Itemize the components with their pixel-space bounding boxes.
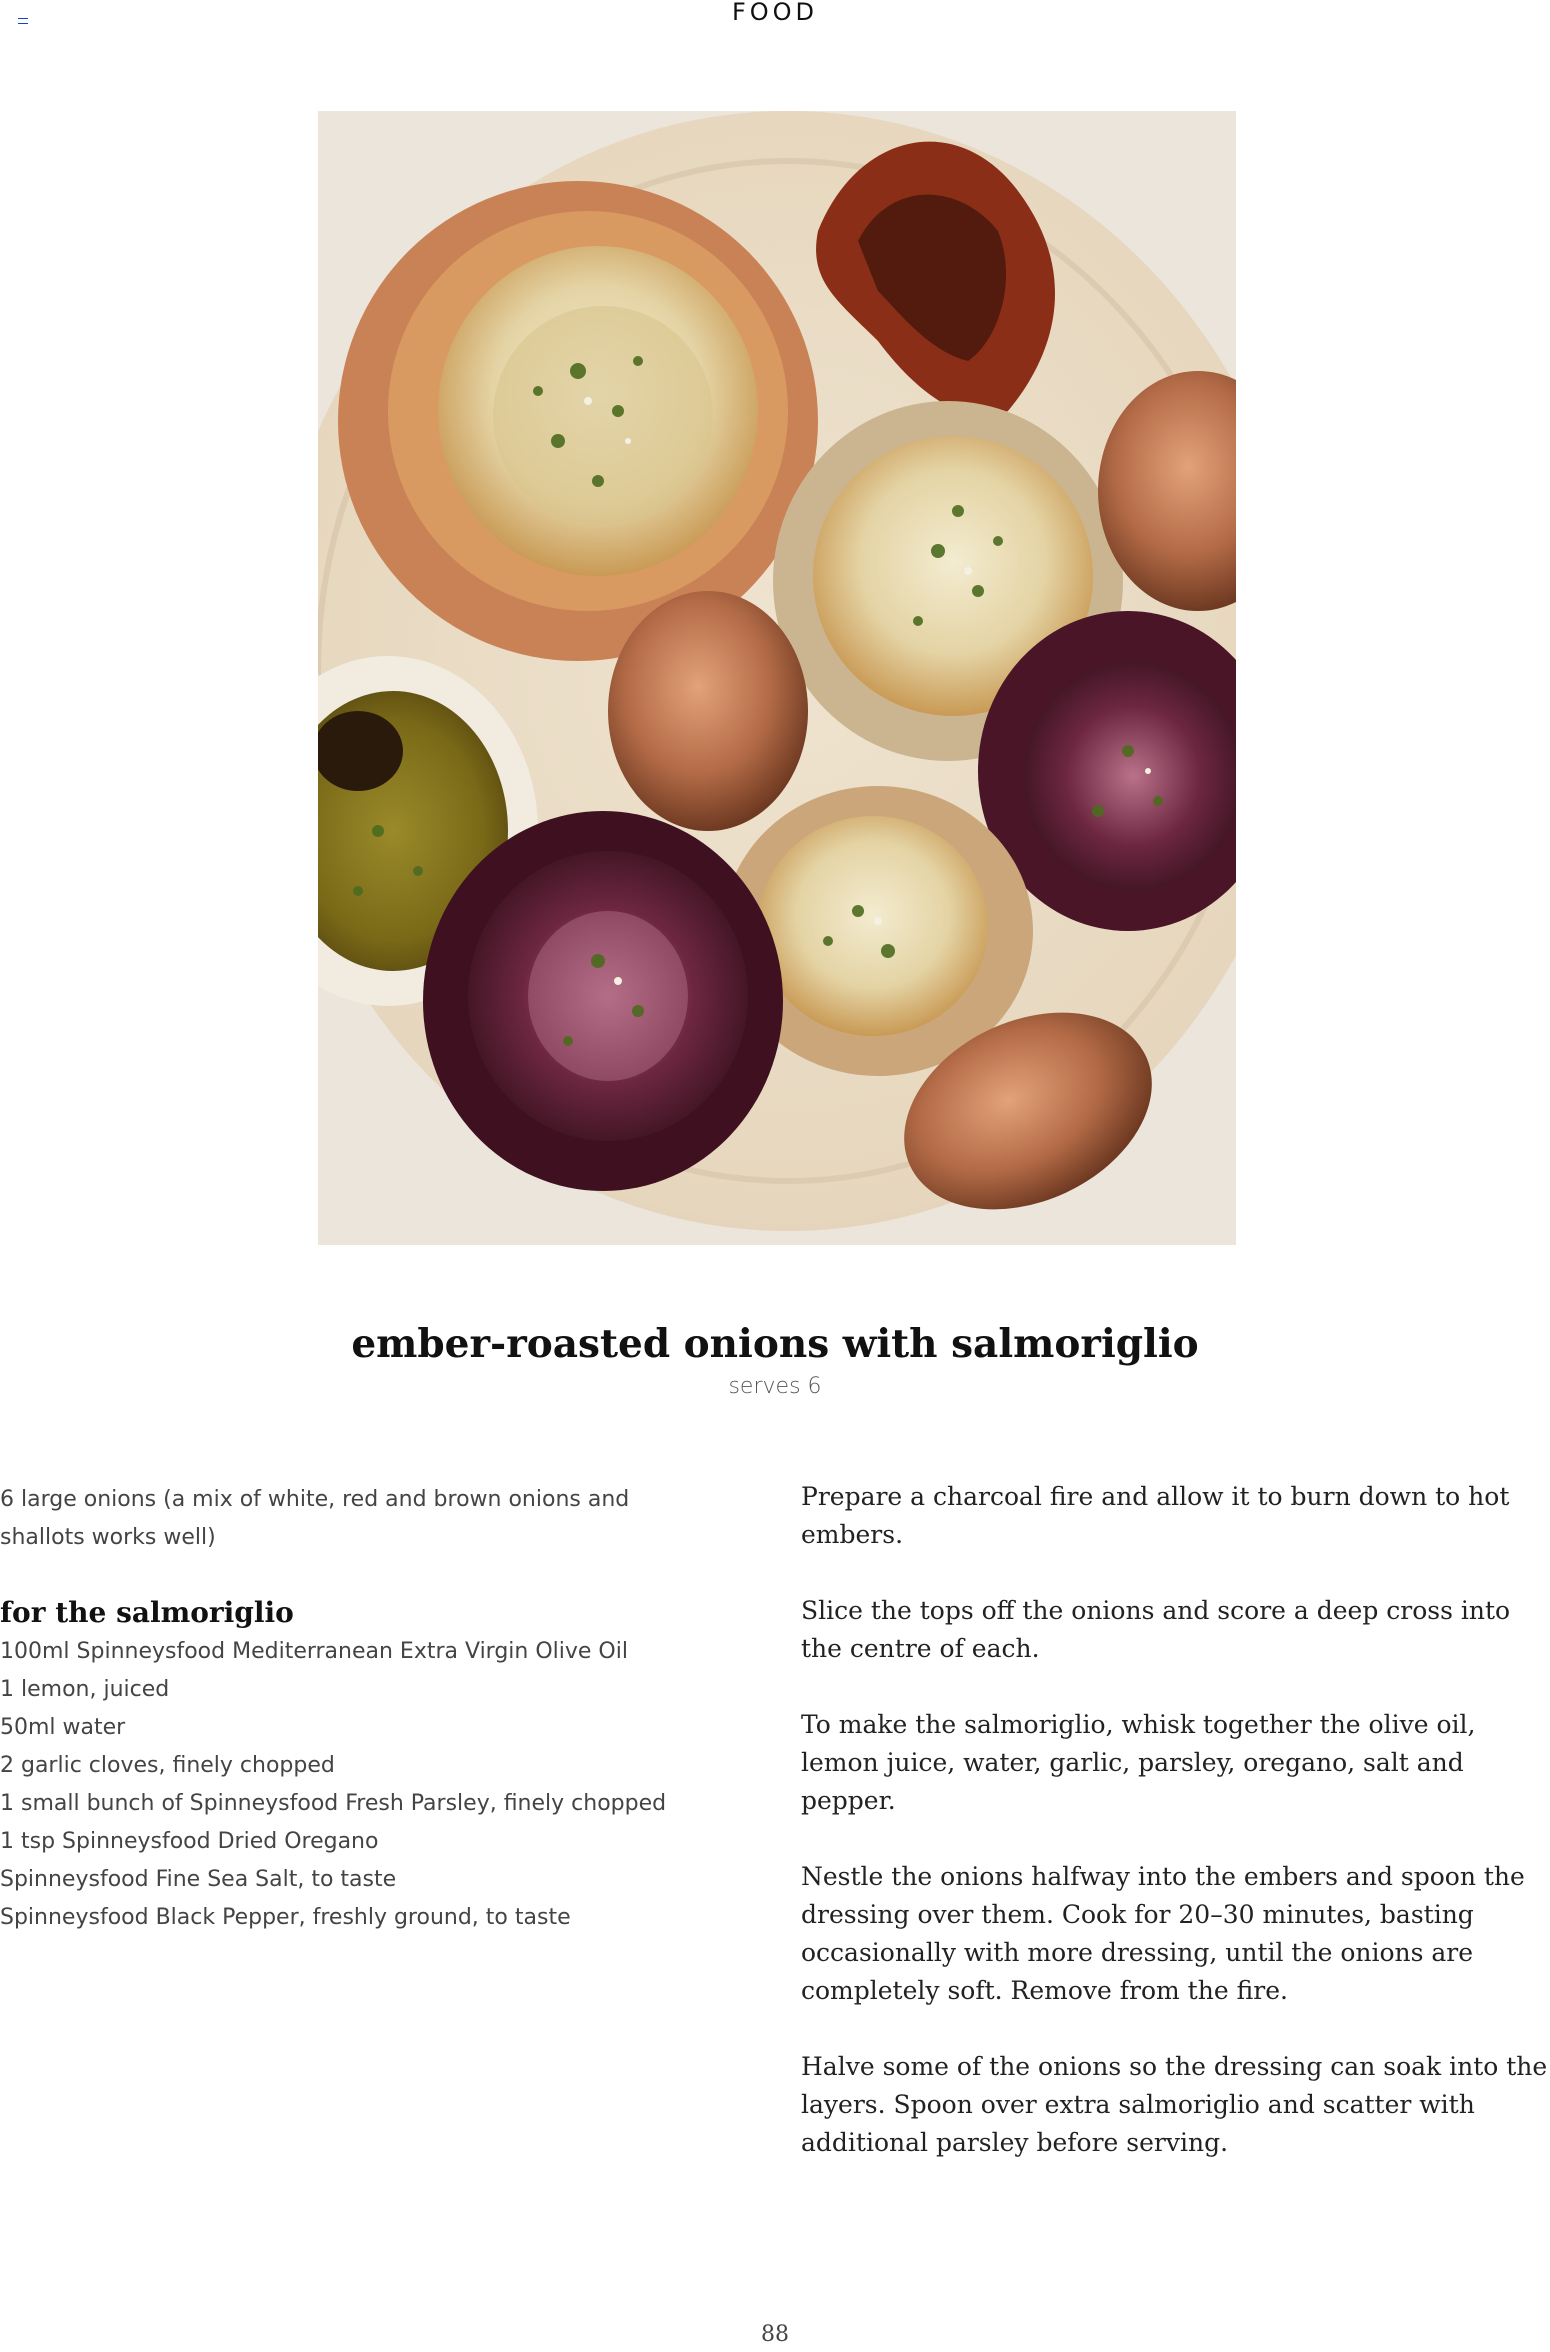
ingredient-item: 1 small bunch of Spinneysfood Fresh Parsley, finely chopped	[0, 1791, 667, 1816]
serves-label: serves 6	[728, 1374, 822, 1399]
ingredients-intro: 6 large onions (a mix of white, red and brown onions and shallots works well)	[0, 1487, 630, 1550]
method-step: Prepare a charcoal fire and allow it to burn down to hot embers.	[801, 1482, 1510, 1549]
method-step: Nestle the onions halfway into the embers and spoon the dressing over them. Cook for 20–30 minutes, basting occasionally with more dressing, until the onions are completely soft. Remove from the fire.	[801, 1862, 1525, 2005]
page-number: 88	[761, 2322, 789, 2347]
ingredient-item: 1 lemon, juiced	[0, 1677, 170, 1702]
ingredient-item: 1 tsp Spinneysfood Dried Oregano	[0, 1829, 379, 1854]
ingredient-item: Spinneysfood Fine Sea Salt, to taste	[0, 1867, 397, 1892]
ingredient-item: 50ml water	[0, 1715, 126, 1740]
ingredient-item: Spinneysfood Black Pepper, freshly ground, to taste	[0, 1905, 571, 1930]
salmoriglio-heading: for the salmoriglio	[0, 1596, 294, 1629]
ingredient-item: 100ml Spinneysfood Mediterranean Extra Virgin Olive Oil	[0, 1639, 628, 1664]
method-steps	[801, 1478, 1550, 2200]
roasted-onions-photo	[318, 111, 1236, 1245]
ingredient-item: 2 garlic cloves, finely chopped	[0, 1753, 335, 1778]
salmoriglio-ingredients	[0, 1633, 680, 1937]
method-step: To make the salmoriglio, whisk together the olive oil, lemon juice, water, garlic, parsley, oregano, salt and pepper.	[801, 1710, 1476, 1815]
method-step: Halve some of the onions so the dressing can soak into the layers. Spoon over extra salmoriglio and scatter with additional parsley before serving.	[801, 2052, 1548, 2157]
section-label: FOOD	[731, 0, 819, 26]
recipe-title: ember-roasted onions with salmoriglio	[351, 1321, 1199, 1367]
method-step: Slice the tops off the onions and score a deep cross into the centre of each.	[801, 1596, 1511, 1663]
ingredients-list	[0, 1481, 680, 1937]
